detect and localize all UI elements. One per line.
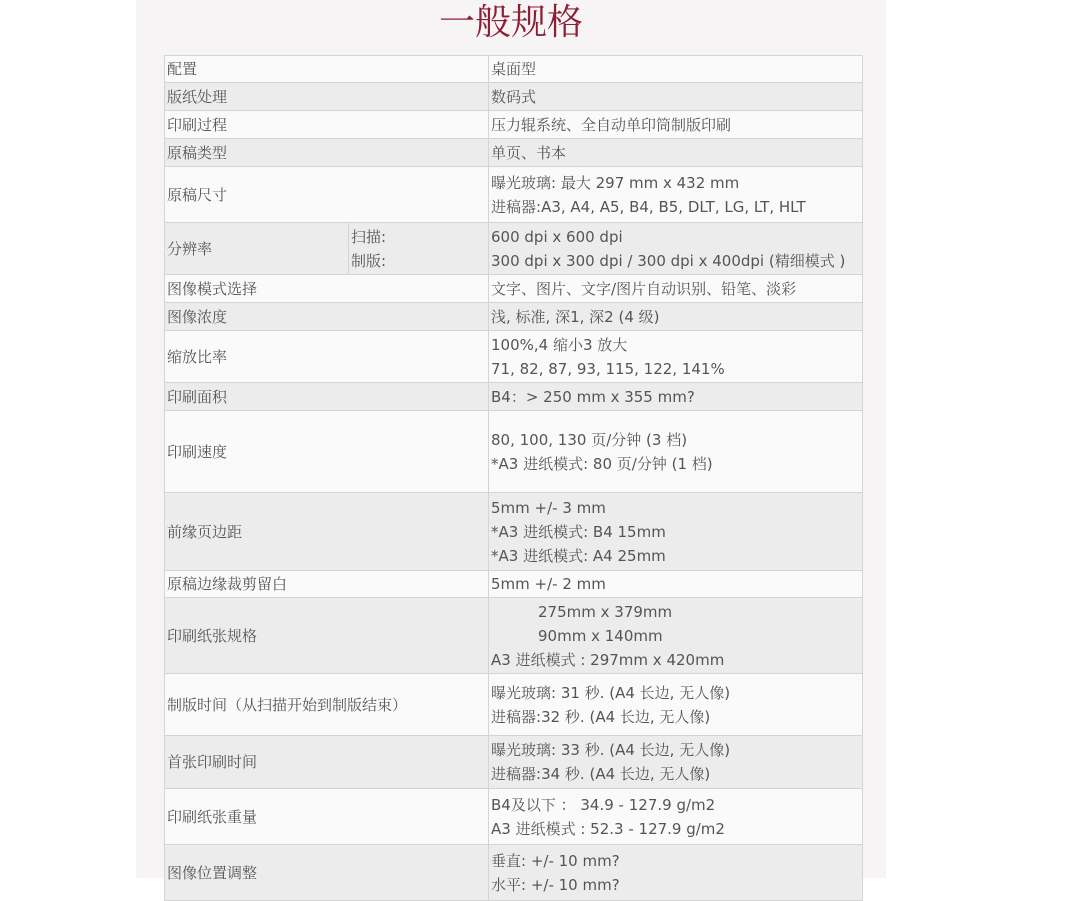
- table-row: [165, 83, 863, 111]
- row-value: 压力辊系统、全自动单印筒制版印刷: [489, 111, 863, 139]
- row-label: 印刷速度: [165, 411, 489, 493]
- row-value: [489, 845, 863, 901]
- row-value: [489, 223, 863, 275]
- value-line: 进稿器:A3, A4, A5, B4, B5, DLT, LG, LT, HLT: [491, 197, 806, 216]
- value-line: 垂直: +/- 10 mm?: [491, 851, 620, 870]
- table-row: [165, 598, 863, 674]
- row-value: B4：> 250 mm x 355 mm?: [489, 383, 863, 411]
- row-label: 图像位置调整: [165, 845, 489, 901]
- row-label: 印刷过程: [165, 111, 489, 139]
- row-value: [489, 331, 863, 383]
- page-title: 一般规格: [438, 2, 583, 43]
- row-label: 首张印刷时间: [165, 736, 489, 789]
- row-label: 印刷纸张规格: [165, 598, 489, 674]
- row-value: [489, 598, 863, 674]
- row-value: [489, 493, 863, 571]
- row-value: [489, 167, 863, 223]
- table-row: [165, 139, 863, 167]
- table-row: [165, 493, 863, 571]
- table-row: [165, 383, 863, 411]
- row-label: 图像模式选择: [165, 275, 489, 303]
- spec-sheet: [136, 0, 886, 894]
- row-value: [489, 736, 863, 789]
- spec-table: [164, 55, 863, 901]
- row-value: 单页、书本: [489, 139, 863, 167]
- row-label: 原稿类型: [165, 139, 489, 167]
- row-value: 数码式: [489, 83, 863, 111]
- row-label: 图像浓度: [165, 303, 489, 331]
- row-label: 分辨率: [165, 223, 349, 275]
- value-line: A3 进纸模式 : 297mm x 420mm: [491, 650, 725, 669]
- table-row: [165, 845, 863, 901]
- value-line: 进稿器:32 秒. (A4 长边, 无人像): [491, 707, 711, 726]
- row-label: 制版时间（从扫描开始到制版结束）: [165, 674, 489, 736]
- value-line: *A3 进纸模式: 80 页/分钟 (1 档): [491, 454, 713, 473]
- table-row: [165, 223, 863, 275]
- value-line: 100%,4 缩小3 放大: [491, 335, 628, 354]
- value-line: 曝光玻璃: 最大 297 mm x 432 mm: [491, 173, 740, 192]
- table-row: [165, 167, 863, 223]
- value-line: 71, 82, 87, 93, 115, 122, 141%: [491, 359, 725, 378]
- value-line: 曝光玻璃: 31 秒. (A4 长边, 无人像): [491, 683, 731, 702]
- table-row: [165, 56, 863, 83]
- row-value: 桌面型: [489, 56, 863, 83]
- value-line: 90mm x 140mm: [538, 626, 663, 645]
- table-row: [165, 411, 863, 493]
- table-row: [165, 789, 863, 845]
- row-label: 前缘页边距: [165, 493, 489, 571]
- value-line: 5mm +/- 3 mm: [491, 498, 606, 517]
- value-line: 300 dpi x 300 dpi / 300 dpi x 400dpi (精细模式 ): [491, 251, 846, 270]
- sub-label: 扫描:: [351, 227, 387, 246]
- row-value: [489, 789, 863, 845]
- value-line: 曝光玻璃: 33 秒. (A4 长边, 无人像): [491, 741, 731, 759]
- value-line: 600 dpi x 600 dpi: [491, 227, 623, 246]
- table-row: [165, 571, 863, 598]
- value-line: 80, 100, 130 页/分钟 (3 档): [491, 430, 688, 449]
- row-label: 缩放比率: [165, 331, 489, 383]
- row-value: 5mm +/- 2 mm: [489, 571, 863, 598]
- row-value: 浅, 标准, 深1, 深2 (4 级): [489, 303, 863, 331]
- value-line: B4及以下 ： 34.9 - 127.9 g/m2: [491, 795, 716, 814]
- row-label: 印刷纸张重量: [165, 789, 489, 845]
- row-value: 文字、图片、文字/图片自动识别、铅笔、淡彩: [489, 275, 863, 303]
- table-row: [165, 674, 863, 736]
- table-row: [165, 303, 863, 331]
- table-row: [165, 736, 863, 789]
- value-line: 275mm x 379mm: [538, 602, 673, 621]
- row-label: 印刷面积: [165, 383, 489, 411]
- row-sublabels: [349, 223, 489, 275]
- value-line: A3 进纸模式 : 52.3 - 127.9 g/m2: [491, 819, 725, 838]
- sub-label: 制版:: [351, 251, 387, 270]
- row-label: 原稿尺寸: [165, 167, 489, 223]
- value-line: *A3 进纸模式: A4 25mm: [491, 546, 666, 565]
- row-label: 配置: [165, 56, 489, 83]
- row-label: 版纸处理: [165, 83, 489, 111]
- value-line: 水平: +/- 10 mm?: [491, 875, 620, 894]
- value-line: *A3 进纸模式: B4 15mm: [491, 522, 666, 541]
- row-value: [489, 674, 863, 736]
- table-row: [165, 275, 863, 303]
- row-label: 原稿边缘裁剪留白: [165, 571, 489, 598]
- table-row: [165, 331, 863, 383]
- table-row: [165, 111, 863, 139]
- row-value: [489, 411, 863, 493]
- value-line: 进稿器:34 秒. (A4 长边, 无人像): [491, 765, 711, 783]
